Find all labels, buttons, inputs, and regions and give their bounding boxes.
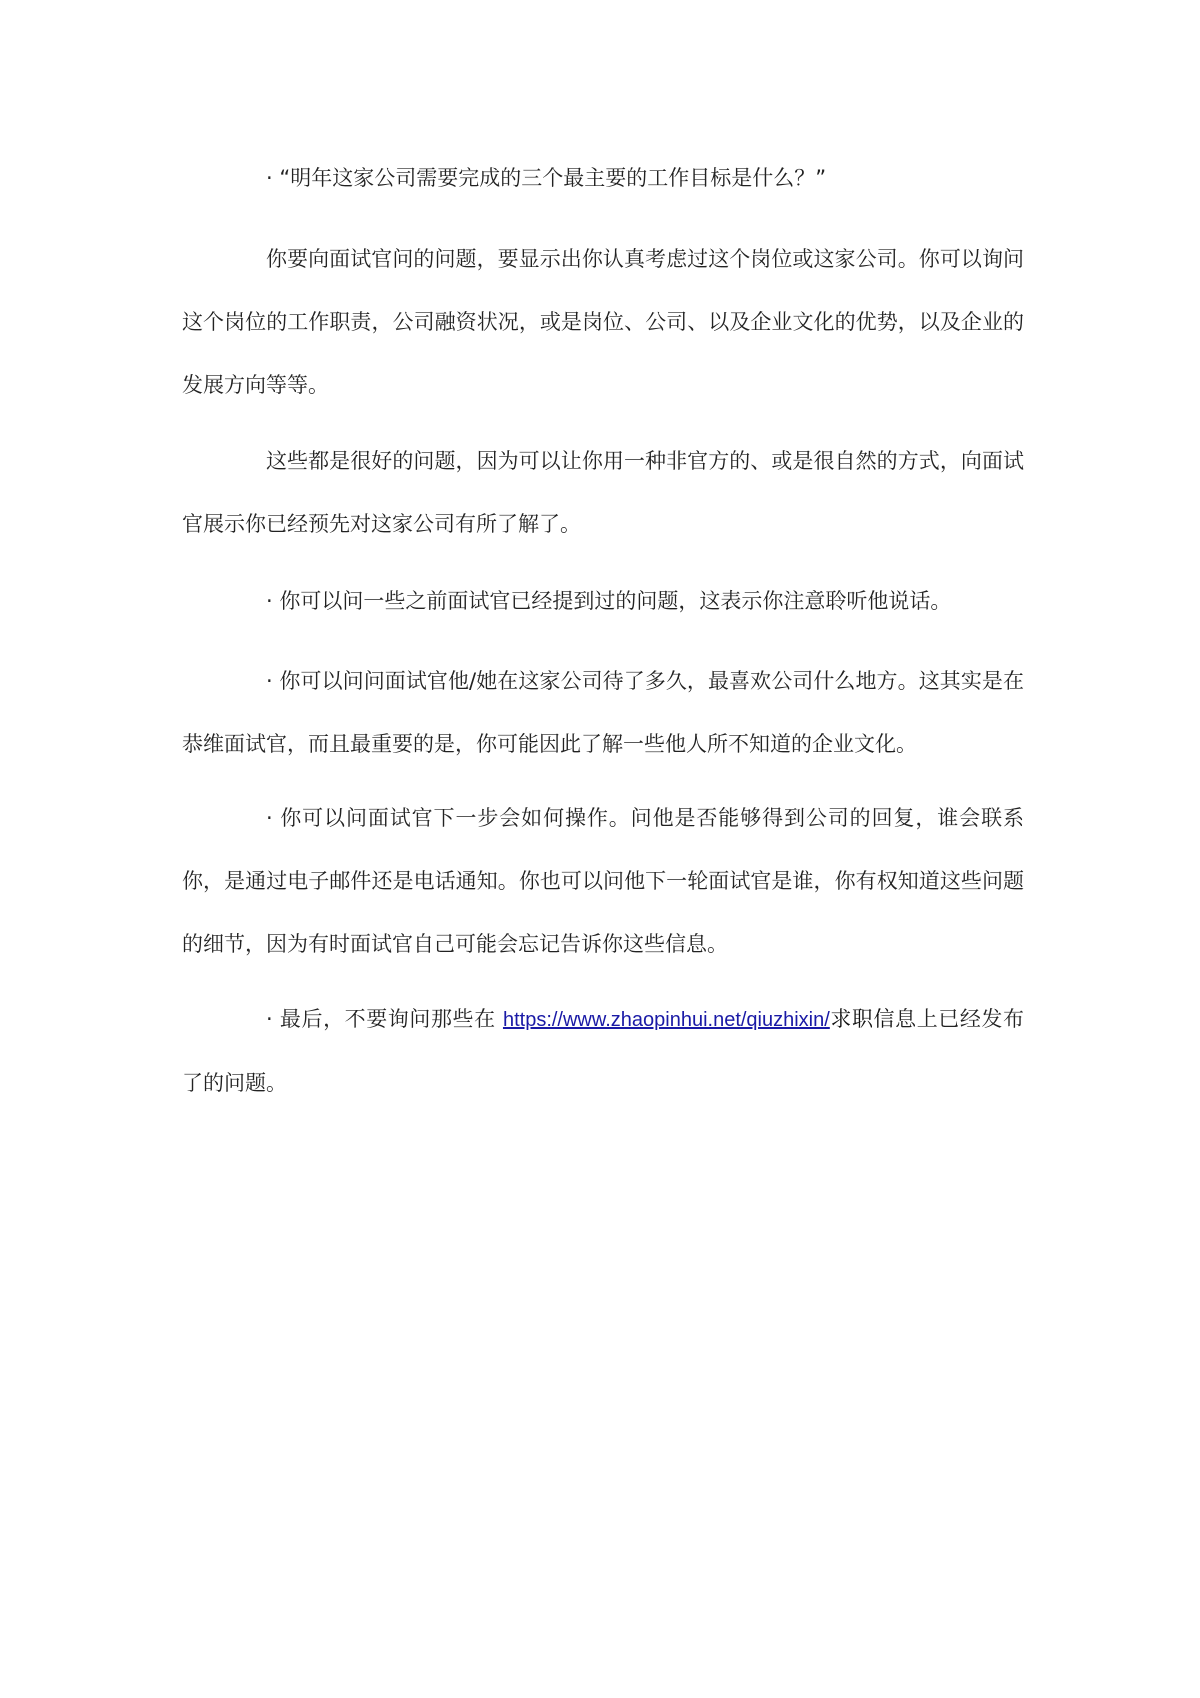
link-tail-text: 求职信 <box>829 1007 896 1031</box>
paragraph-good-questions: 这些都是很好的问题，因为可以让你用一种非官方的、或是很自然的方式，向面试官展示你已经预先对这家公司有所了解了。 <box>182 449 1024 536</box>
bullet-final-advice <box>182 988 1024 1115</box>
final-advice-prefix: · 最后，不要询问那些在 <box>266 1007 503 1031</box>
final-advice-suffix: 息上已经发布了的问题。 <box>182 1007 1025 1095</box>
bullet-next-steps: · 你可以问面试官下一步会如何操作。问他是否能够得到公司的回复，谁会联系你，是通过电子邮件还是电话通知。你也可以问他下一轮面试官是谁，你有权知道这些问题的细节，因为有时面试官自己可能会忘记告诉你这些信息。 <box>182 806 1024 956</box>
paragraph-ask-interviewer: 你要向面试官问的问题，要显示出你认真考虑过这个岗位或这家公司。你可以询问这个岗位的工作职责，公司融资状况，或是岗位、公司、以及企业文化的优势，以及企业的发展方向等等。 <box>182 247 1024 397</box>
bullet-interviewer-tenure: · 你可以问问面试官他/她在这家公司待了多久，最喜欢公司什么地方。这其实是在恭维面试官，而且最重要的是，你可能因此了解一些他人所不知道的企业文化。 <box>182 669 1024 756</box>
bullet-previous-questions: · 你可以问一些之前面试官已经提到过的问题，这表示你注意聆听他说话。 <box>266 589 952 613</box>
job-letter-link[interactable]: https://www.zhaopinhui.net/qiuzhixin/ <box>502 1009 830 1031</box>
bullet-question-goals: · “明年这家公司需要完成的三个最主要的工作目标是什么？” <box>266 166 827 190</box>
